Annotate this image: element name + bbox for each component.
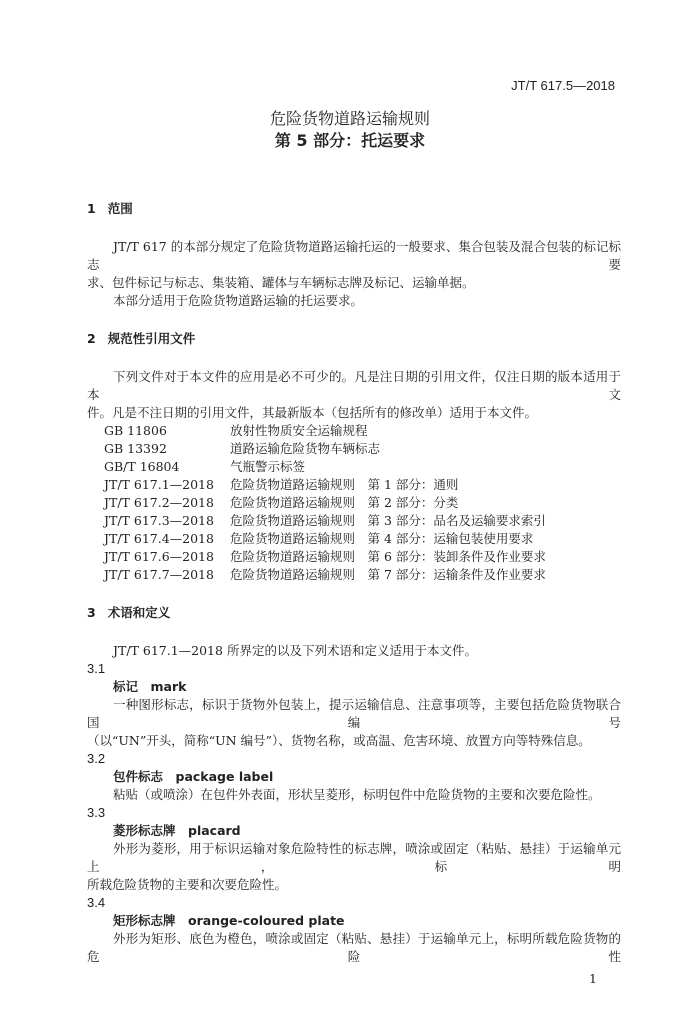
- section-heading-2: [87, 330, 621, 348]
- reference-code: JT/T 617.1—2018: [104, 477, 214, 492]
- section-number: 1: [87, 201, 96, 216]
- paragraph-line: JT/T 617.1—2018 所界定的以及下列术语和定义适用于本文件。: [113, 643, 477, 658]
- reference-code: GB 11806: [104, 423, 167, 438]
- section-number: 2: [87, 331, 96, 346]
- doc-title: 危险货物道路运输规则: [269, 109, 430, 128]
- reference-title: 危险货物道路运输规则 第 2 部分：分类: [229, 495, 459, 510]
- reference-list: [87, 422, 621, 584]
- reference-code: JT/T 617.4—2018: [104, 531, 214, 546]
- paragraph-line: 下列文件对于本文件的应用是必不可少的。凡是注日期的引用文件，仅注日期的版本适用于本文: [87, 369, 621, 402]
- term-definition: 外形为矩形、底色为橙色，喷涂或固定（粘贴、悬挂）于运输单元上，标明所载危险货物的危险性: [87, 931, 621, 964]
- reference-title: 危险货物道路运输规则 第 7 部分：运输条件及作业要求: [229, 567, 546, 582]
- term-definition: 外形为菱形，用于标识运输对象危险特性的标志牌，喷涂或固定（粘贴、悬挂）于运输单元上，标明: [87, 841, 621, 874]
- reference-title: 气瓶警示标签: [229, 459, 305, 474]
- term-name: 标记 mark: [113, 679, 187, 694]
- section-heading-1: [87, 200, 621, 218]
- reference-title: 危险货物道路运输规则 第 6 部分：装卸条件及作业要求: [229, 549, 546, 564]
- doc-number: JT/T 617.5—2018: [511, 78, 615, 93]
- paragraph-line: 件。凡是不注日期的引用文件，其最新版本（包括所有的修改单）适用于本文件。: [87, 405, 538, 420]
- term-number: 3.2: [87, 751, 106, 766]
- paragraph-line: 求、包件标记与标志、集装箱、罐体与车辆标志牌及标记、运输单据。: [87, 275, 475, 290]
- page-number: 1: [589, 971, 597, 986]
- reference-code: JT/T 617.3—2018: [104, 513, 214, 528]
- paragraph-line: 本部分适用于危险货物道路运输的托运要求。: [113, 293, 364, 308]
- reference-code: JT/T 617.7—2018: [104, 567, 214, 582]
- reference-code: JT/T 617.6—2018: [104, 549, 214, 564]
- section-title: 规范性引用文件: [107, 331, 196, 346]
- section-number: 3: [87, 605, 96, 620]
- reference-title: 危险货物道路运输规则 第 3 部分：品名及运输要求索引: [229, 513, 546, 528]
- reference-code: GB/T 16804: [104, 459, 180, 474]
- reference-title: 危险货物道路运输规则 第 4 部分：运输包装使用要求: [229, 531, 534, 546]
- doc-subtitle: 第 5 部分：托运要求: [274, 131, 426, 150]
- term-definition: 一种图形标志，标识于货物外包装上，提示运输信息、注意事项等，主要包括危险货物联合国编号: [87, 697, 621, 730]
- term-definition: 所载危险货物的主要和次要危险性。: [87, 877, 288, 892]
- term-definition: （以“UN”开头，简称“UN 编号”）、货物名称，或高温、危害环境、放置方向等特殊信息。: [87, 733, 591, 748]
- section-heading-3: [87, 604, 621, 622]
- section-title: 范围: [107, 201, 133, 216]
- paragraph-line: JT/T 617 的本部分规定了危险货物道路运输托运的一般要求、集合包装及混合包装的标记标志要: [87, 239, 621, 272]
- term-number: 3.4: [87, 895, 106, 910]
- section-title: 术语和定义: [107, 605, 171, 620]
- term-name: 菱形标志牌 placard: [113, 823, 241, 838]
- reference-title: 放射性物质安全运输规程: [229, 423, 368, 438]
- term-number: 3.3: [87, 805, 106, 820]
- term-definition: 粘贴（或喷涂）在包件外表面，形状呈菱形，标明包件中危险货物的主要和次要危险性。: [113, 787, 601, 802]
- reference-code: GB 13392: [104, 441, 167, 456]
- term-name: 包件标志 package label: [113, 769, 274, 784]
- reference-title: 道路运输危险货物车辆标志: [229, 441, 380, 456]
- reference-code: JT/T 617.2—2018: [104, 495, 214, 510]
- term-name: 矩形标志牌 orange-coloured plate: [113, 913, 345, 928]
- term-number: 3.1: [87, 661, 106, 676]
- reference-title: 危险货物道路运输规则 第 1 部分：通则: [229, 477, 459, 492]
